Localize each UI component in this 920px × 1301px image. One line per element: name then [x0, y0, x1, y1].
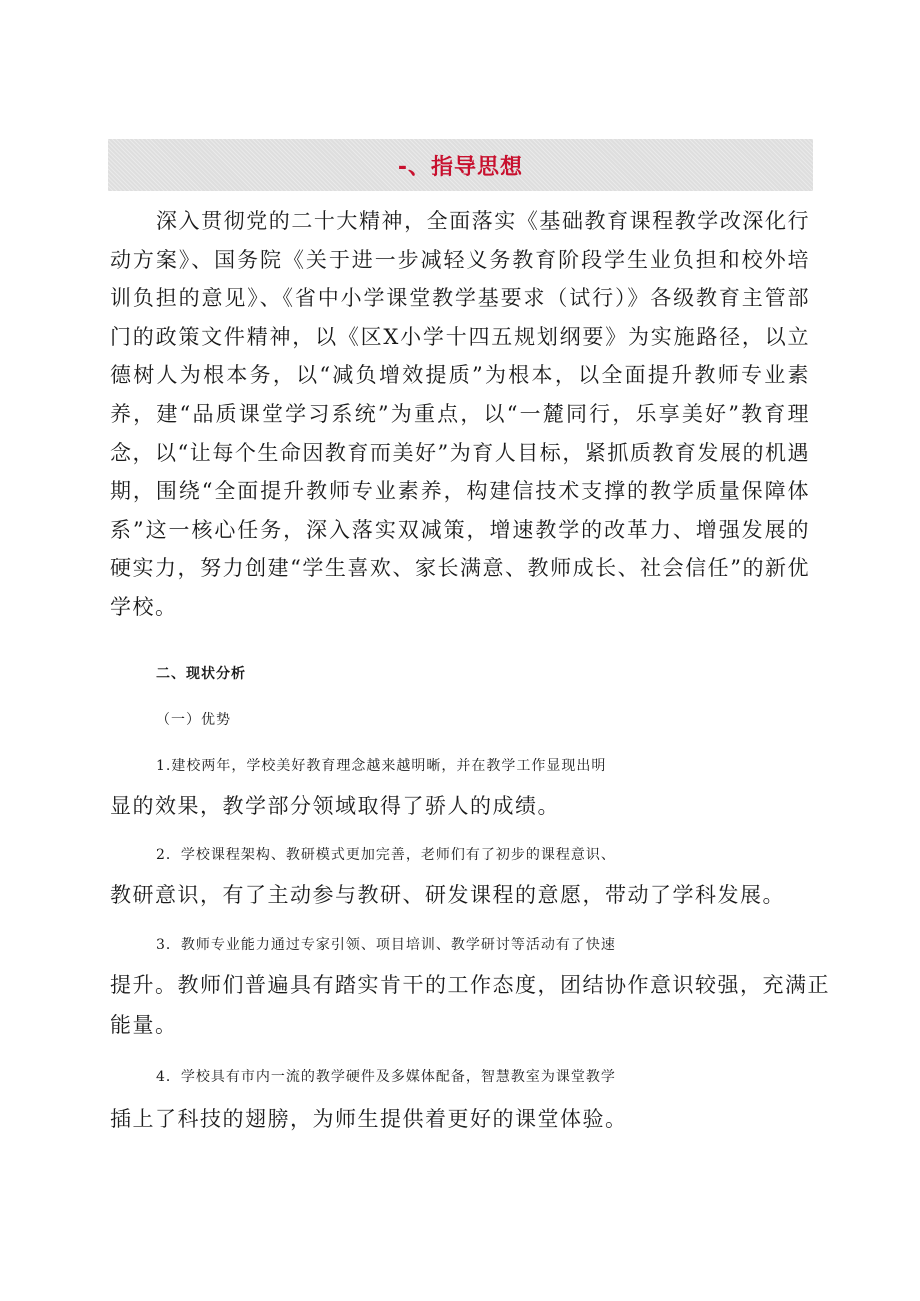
- advantage-item-1-line-1: 1.建校两年，学校美好教育理念越来越明晰，并在教学工作显现出明: [156, 758, 607, 774]
- section-heading-guiding-thought: -、指导思想: [397, 154, 524, 180]
- advantage-item-2-line-2: 教研意识，有了主动参与教研、研发课程的意愿，带动了学科发展。: [110, 883, 785, 907]
- subheading-advantages: （一）优势: [156, 712, 231, 728]
- advantage-item-3-line-1: 3．教师专业能力通过专家引领、项目培训、教学研讨等活动有了快速: [156, 937, 616, 953]
- advantage-item-3-line-3: 能量。: [110, 1013, 178, 1037]
- section-heading-status-analysis: 二、现状分析: [156, 666, 246, 682]
- section-heading-band: [108, 139, 813, 191]
- advantage-item-4-line-1: 4．学校具有市内一流的教学硬件及多媒体配备，智慧教室为课堂教学: [156, 1069, 616, 1085]
- advantage-item-1-line-2: 显的效果，教学部分领域取得了骄人的成绩。: [110, 794, 560, 818]
- advantage-item-2-line-1: 2．学校课程架构、教研模式更加完善，老师们有了初步的课程意识、: [156, 847, 616, 863]
- advantage-item-4-line-2: 插上了科技的翅膀，为师生提供着更好的课堂体验。: [110, 1107, 628, 1131]
- guiding-thought-paragraph: 深入贯彻党的二十大精神，全面落实《基础教育课程教学改深化行动方案》、国务院《关于进一步减轻义务教育阶段学生业负担和校外培训负担的意见》、《省中小学课堂教学基要求（试行）》各级教育主管部门的政策文件精神，以《区X小学十四五规划纲要》为实施路径，以立德树人为根本务，以“减负增效提质”为根本，以全面提升教师专业素养，建“品质课堂学习系统”为重点，以“一麓同行，乐享美好”教育理念，以“让每个生命因教育而美好”为育人目标，紧抓质教育发展的机遇期，围绕“全面提升教师专业素养，构建信技术支撑的教学质量保障体系”这一核心任务，深入落实双减策，增速教学的改革力、增强发展的硬实力，努力创建“学生喜欢、家长满意、教师成长、社会信任”的新优学校。: [110, 209, 810, 619]
- advantage-item-3-line-2: 提升。教师们普遍具有踏实肯干的工作态度，团结协作意识较强，充满正: [110, 973, 830, 997]
